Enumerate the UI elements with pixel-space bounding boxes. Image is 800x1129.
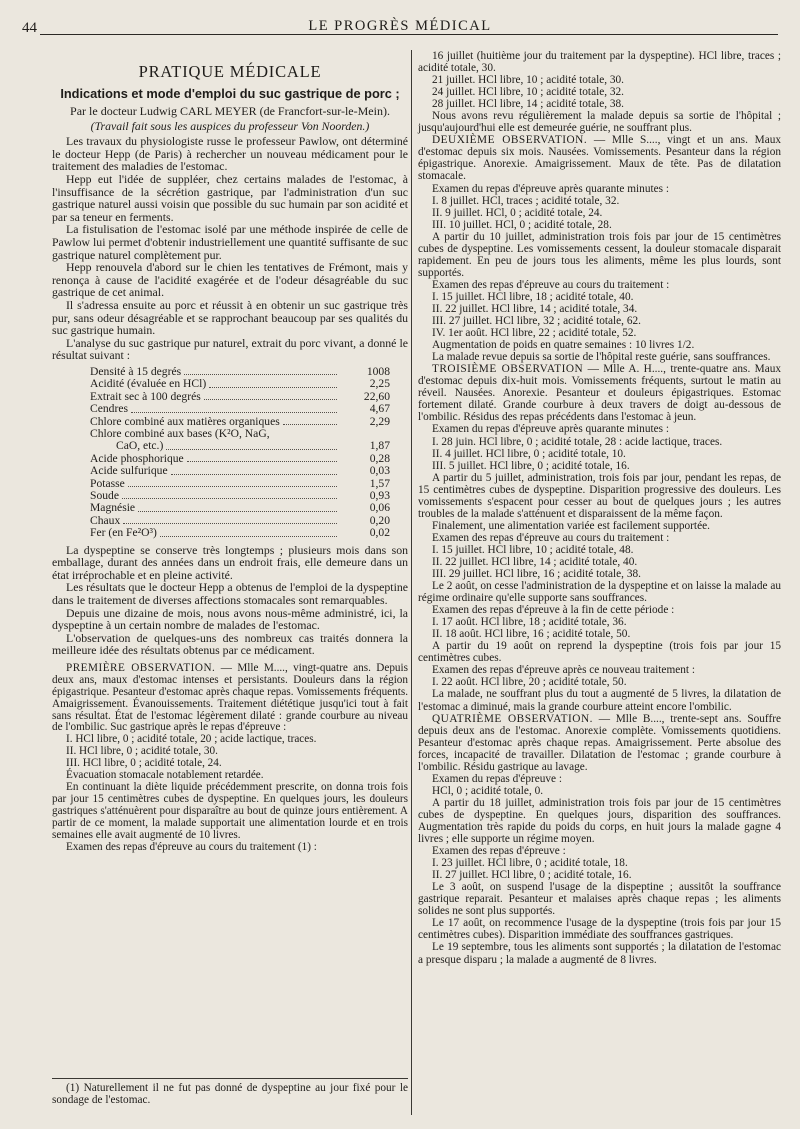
measurement-line: 24 juillet. HCl libre, 10 ; acidité totale, 32. [432, 86, 625, 99]
article-byline: Par le docteur Ludwig CARL MEYER (de Francfort-sur-le-Mein). [70, 103, 390, 118]
body-paragraph: En continuant la diète liquide précédemment prescrite, on donna trois fois par jour 15 centimètres cubes de dyspeptine. En quelques jours, les douleurs gastriques s'atténuèrent pour disparaître au bout de quinze jours entièrement. A partir de ce moment, la malade supportait une alimentation lourde et en trois semaines elle avait augmenté de 10 livres. [52, 780, 408, 841]
section-title: PRATIQUE MÉDICALE [138, 62, 322, 81]
measurement-line: III. 29 juillet. HCl libre, 16 ; acidité totale, 38. [432, 568, 641, 581]
body-paragraph: A partir du 10 juillet, administration trois fois par jour de 15 centimètres cubes de dyspeptine. Les vomissements cessent, la douleur stomacale disparait rapidement. En peu de jours tous les aliments, même les plus lourds, sont supportés. [418, 230, 781, 279]
analysis-label: CaO, etc.) [116, 439, 164, 453]
measurement-line: 21 juillet. HCl libre, 10 ; acidité totale, 30. [432, 74, 625, 87]
observation-text: — Mlle M...., vingt-quatre ans. Depuis deux ans, maux d'estomac intenses et persistants. Douleurs dans la région épigastrique. Pesanteur d'estomac après chaque repas. Vomissements fréquents. Amaigrissement. Évanouissements. Traitement diététique jusqu'ici tout à fait sans résultat. État de l'estomac légèrement dilaté : grande courbure au niveau de l'ombilic. Suc gastrique après le repas d'épreuve : [52, 661, 408, 734]
measurement-line: III. 5 juillet. HCl libre, 0 ; acidité totale, 16. [432, 459, 630, 472]
analysis-label: Magnésie [90, 501, 136, 515]
measurement-line: II. HCl libre, 0 ; acidité totale, 30. [66, 745, 218, 758]
body-paragraph: Le 19 septembre, tous les aliments sont supportés ; la dilatation de l'estomac a presque disparu ; la malade a augmenté de 8 livres. [418, 941, 781, 966]
analysis-row [90, 502, 390, 514]
measurement-line: III. HCl libre, 0 ; acidité totale, 24. [66, 757, 222, 770]
body-paragraph: Examen des repas d'épreuve au cours du traitement (1) : [66, 840, 317, 853]
analysis-row [90, 490, 390, 502]
analysis-value: 0,93 [369, 488, 390, 502]
analysis-value: 0,06 [369, 501, 390, 515]
intro-paragraph: Les travaux du physiologiste russe le professeur Pawlow, ont déterminé le docteur Hepp (de Paris) à rechercher un nouveau médicament pour le traitement des maladies de l'estomac. [52, 134, 408, 174]
observation-intro [418, 134, 781, 182]
intro-paragraph: Il s'adressa ensuite au porc et réussit à en obtenir un suc gastrique très pur, sans odeur désagréable et se rapprochant beaucoup par ses qualités du suc gastrique humain. [52, 297, 408, 338]
analysis-label: Acide sulfurique [90, 464, 168, 478]
body-paragraph: Augmentation de poids en quatre semaines : 10 livres 1/2. [432, 339, 695, 352]
observation-heading: TROISIÈME OBSERVATION [432, 363, 584, 376]
intro-paragraph: L'analyse du suc gastrique pur naturel, extrait du porc vivant, a donné le résultat suivant : [52, 335, 408, 363]
analysis-label: Chlore combiné aux matières organiques [90, 414, 280, 428]
analysis-label: Fer (en Fe²O³) [90, 526, 157, 540]
analysis-value: 0,20 [369, 513, 390, 527]
body-paragraph: Examen du repas d'épreuve après quarante minutes : [432, 423, 669, 436]
analysis-label: Cendres [90, 402, 128, 416]
measurement-line: 16 juillet (huitième jour du traitement par la dyspeptine). HCl libre, traces ; acidité totale, 30. [418, 50, 781, 75]
body-paragraph: A partir du 18 juillet, administration trois fois par jour de 15 centimètres cubes de dyspeptine. En quelques jours, disparition des souffrances. Augmentation très rapide du poids du corps, en huit jours la malade gagne 4 livres ; elle supporte un régime moyen. [418, 796, 781, 846]
observation-intro [418, 713, 781, 773]
measurement-line: IV. 1er août. HCl libre, 22 ; acidité totale, 52. [432, 327, 637, 340]
page-number: 44 [22, 20, 37, 36]
analysis-value: 0,28 [369, 451, 390, 465]
observation-heading: QUATRIÈME OBSERVATION. [432, 712, 593, 725]
measurement-line: I. 28 juin. HCl libre, 0 ; acidité totale, 28 : acide lactique, traces. [432, 435, 723, 448]
analysis-label: Acidité (évaluée en HCl) [90, 377, 207, 391]
measurement-line: I. 8 juillet. HCl, traces ; acidité totale, 32. [432, 194, 620, 207]
measurement-line: II. 4 juillet. HCl libre, 0 ; acidité totale, 10. [432, 447, 626, 460]
analysis-value: 0,02 [369, 526, 390, 540]
measurement-line: I. 15 juillet. HCl libre, 18 ; acidité totale, 40. [432, 290, 634, 303]
measurement-line: II. 22 juillet. HCl libre, 14 ; acidité totale, 40. [432, 555, 638, 568]
body-paragraph: Depuis une dizaine de mois, nous avons nous-même administré, ici, la dyspeptine à un certain nombre de malades de l'estomac. [52, 605, 408, 633]
intro-paragraph: Hepp renouvela d'abord sur le chien les tentatives de Frémont, mais y renonça à cause de l'acidité exagérée et de l'odeur désagréable du suc gastrique de cet animal. [52, 260, 408, 300]
measurement-line: II. 9 juillet. HCl, 0 ; acidité totale, 24. [432, 206, 603, 219]
analysis-value: 4,67 [369, 402, 390, 416]
analysis-row [90, 391, 390, 403]
observation-text: — Mlle A. H...., trente-quatre ans. Maux d'estomac depuis dix-huit mois. Vomissements fréquents, surtout le matin au réveil. Nausées. Anorexie. Pesanteur et douleurs épigastriques. Estomac fortement dilaté. Grande courbure à deux travers de doigt au-dessous de l'ombilic. Résidus des repas précédents dans l'estomac à jeun. [418, 363, 781, 424]
left-column [52, 50, 408, 853]
body-paragraph: L'observation de quelques-uns des nombreux cas traités donnera la meilleure idée des résultats obtenus par ce médicament. [52, 630, 408, 658]
analysis-row [90, 378, 390, 390]
measurement-line: III. 10 juillet. HCl, 0 ; acidité totale, 28. [432, 218, 612, 231]
body-paragraph: Finalement, une alimentation variée est facilement supportée. [432, 519, 710, 532]
body-paragraph: La dyspeptine se conserve très longtemps ; plusieurs mois dans son emballage, durant des années dans un endroit frais, elle demeure dans un état irréprochable et en pleine activité. [52, 542, 408, 582]
measurement-line: II. 22 juillet. HCl libre, 14 ; acidité totale, 34. [432, 302, 638, 315]
body-paragraph: Le 17 août, on recommence l'usage de la dyspeptine (trois fois par jour 15 centimètres cubes). Disparition immédiate des souffrances gastriques. [418, 917, 781, 942]
body-paragraph: Examen des repas d'épreuve après ce nouveau traitement : [432, 664, 696, 677]
measurement-line: 28 juillet. HCl libre, 14 ; acidité totale, 38. [432, 98, 625, 111]
observation-1 [52, 663, 408, 854]
analysis-label: Soude [90, 488, 119, 502]
body-paragraph: Nous avons revu régulièrement la malade depuis sa sortie de l'hôpital ; jusqu'aujourd'hui elle est demeurée guérie, ne souffrant plus. [418, 110, 781, 135]
right-column [418, 50, 781, 966]
analysis-value: 2,25 [369, 377, 390, 391]
measurement-line: HCl, 0 ; acidité totale, 0. [432, 784, 544, 797]
analysis-label: Potasse [90, 476, 125, 490]
observation-heading: PREMIÈRE OBSERVATION. [66, 661, 216, 674]
body-paragraph: Examen du repas d'épreuve après quarante minutes : [432, 182, 669, 195]
measurement-line: I. 15 juillet. HCl libre, 10 ; acidité totale, 48. [432, 543, 634, 556]
analysis-label: Acide phosphorique [90, 451, 184, 465]
measurement-line: I. 17 août. HCl libre, 18 ; acidité totale, 36. [432, 616, 627, 629]
body-paragraph: Examen des repas d'épreuve au cours du traitement : [432, 278, 670, 291]
observation-intro [52, 663, 408, 734]
body-paragraph: Examen des repas d'épreuve : [432, 845, 566, 858]
auspices-note: (Travail fait sous les auspices du professeur Von Noorden.) [90, 118, 370, 133]
analysis-label: Chlore combiné aux bases (K²O, NaG, [90, 426, 270, 440]
measurement-line: II. 18 août. HCl libre, 16 ; acidité totale, 50. [432, 628, 631, 641]
body-paragraph: A partir du 5 juillet, administration, trois fois par jour, pendant les repas, de 15 centimètres cubes de dyspeptine. Disparition progressive des douleurs. Les vomissements s'espacent pour cesser au bout de quelques jours ; les autres troubles de la malade s'atténuent et disparaissent de la même façon. [418, 471, 781, 520]
measurement-line: I. HCl libre, 0 ; acidité totale, 20 ; acide lactique, traces. [66, 733, 317, 746]
running-title: LE PROGRÈS MÉDICAL [308, 18, 492, 34]
intro-paragraph: Hepp eut l'idée de suppléer, chez certains malades de l'estomac, à l'insuffisance de la sécrétion gastrique, par l'administration d'un suc gastrique naturel aussi voisin que possible du suc humain par son acidité et par sa teneur en ferments. [52, 171, 408, 224]
observation-heading: DEUXIÈME OBSERVATION. [432, 134, 588, 147]
analysis-table [90, 366, 390, 540]
observation-text: — Mlle B...., trente-sept ans. Souffre depuis deux ans de l'estomac. Anorexie complète. Vomissements quotidiens. Pesanteur d'estomac après chaque repas. Amaigrissement. Perte absolue des forces, incapacité de travailler. Dilatation de l'estomac ; grande courbure à l'ombilic. Résidu gastrique au lavage. [418, 712, 781, 773]
body-paragraph: La malade revue depuis sa sortie de l'hôpital reste guérie, sans souffrances. [432, 351, 771, 364]
analysis-value: 1008 [366, 364, 390, 378]
measurement-line: I. 22 août. HCl libre, 20 ; acidité totale, 50. [432, 676, 627, 689]
intro-paragraph: La fistulisation de l'estomac isolé par une méthode inspirée de celle de Pawlow lui permet d'obtenir industriellement une quantité suffisante de suc gastrique naturel complètement pur. [52, 222, 408, 262]
analysis-value: 22,60 [363, 389, 390, 403]
analysis-value: 1,87 [369, 439, 390, 453]
body-paragraph: Examen des repas d'épreuve à la fin de cette période : [432, 604, 675, 617]
analysis-row [90, 527, 390, 539]
observation-text: — Mlle S...., vingt et un ans. Maux d'estomac depuis six mois. Nausées. Vomissements. Pesanteur dans la région épigastrique. Anorexie. Amaigrissement. Maux de tête. Pas de dilatation stomacale. [418, 134, 782, 183]
body-paragraph: Les résultats que le docteur Hepp a obtenus de l'emploi de la dyspeptine dans le traitement de diverses affections stomacales sont remarquables. [52, 580, 408, 607]
body-paragraph: Examen du repas d'épreuve : [432, 772, 563, 785]
measurement-line: II. 27 juillet. HCl libre, 0 ; acidité totale, 16. [432, 869, 632, 882]
analysis-value: 1,57 [369, 476, 390, 490]
analysis-label: Extrait sec à 100 degrés [90, 389, 201, 403]
analysis-value: 2,29 [369, 414, 390, 428]
analysis-label: Densité à 15 degrés [90, 364, 182, 378]
article-subtitle: Indications et mode d'emploi du suc gastrique de porc ; [60, 85, 400, 101]
footnote-rule [52, 1078, 408, 1079]
analysis-row [90, 478, 390, 490]
footnote-text: (1) Naturellement il ne fut pas donné de dyspeptine au jour fixé pour le sondage de l'estomac. [52, 1082, 408, 1107]
analysis-label: Chaux [90, 513, 121, 527]
measurement-line: I. 23 juillet. HCl libre, 0 ; acidité totale, 18. [432, 857, 628, 870]
body-paragraph: Examen des repas d'épreuve au cours du traitement : [432, 531, 670, 544]
column-divider [411, 50, 412, 1115]
footnote [52, 1078, 408, 1106]
observation-intro [418, 363, 781, 423]
body-paragraph: La malade, ne souffrant plus du tout a augmenté de 5 livres, la dilatation de l'estomac a diminué, mais la grande courbure atteint encore l'ombilic. [418, 688, 781, 713]
analysis-value: 0,03 [369, 464, 390, 478]
body-paragraph: Évacuation stomacale notablement retardée. [66, 769, 264, 782]
body-paragraph: A partir du 19 août on reprend la dyspeptine (trois fois par jour 15 centimètres cubes. [418, 640, 781, 665]
body-paragraph: Le 3 août, on suspend l'usage de la dispeptine ; aussitôt la souffrance gastrique reparait. Pesanteur et malaises après chaque repas ; les aliments solides ne sont plus supportés. [418, 881, 781, 918]
analysis-row [90, 465, 390, 477]
analysis-row [90, 440, 390, 452]
analysis-row [90, 403, 390, 415]
measurement-line: III. 27 juillet. HCl libre, 32 ; acidité totale, 62. [432, 315, 641, 328]
body-paragraph: Le 2 août, on cesse l'administration de la dyspeptine et on laisse la malade au régime ordinaire qu'elle supporte sans souffrances. [418, 580, 781, 605]
